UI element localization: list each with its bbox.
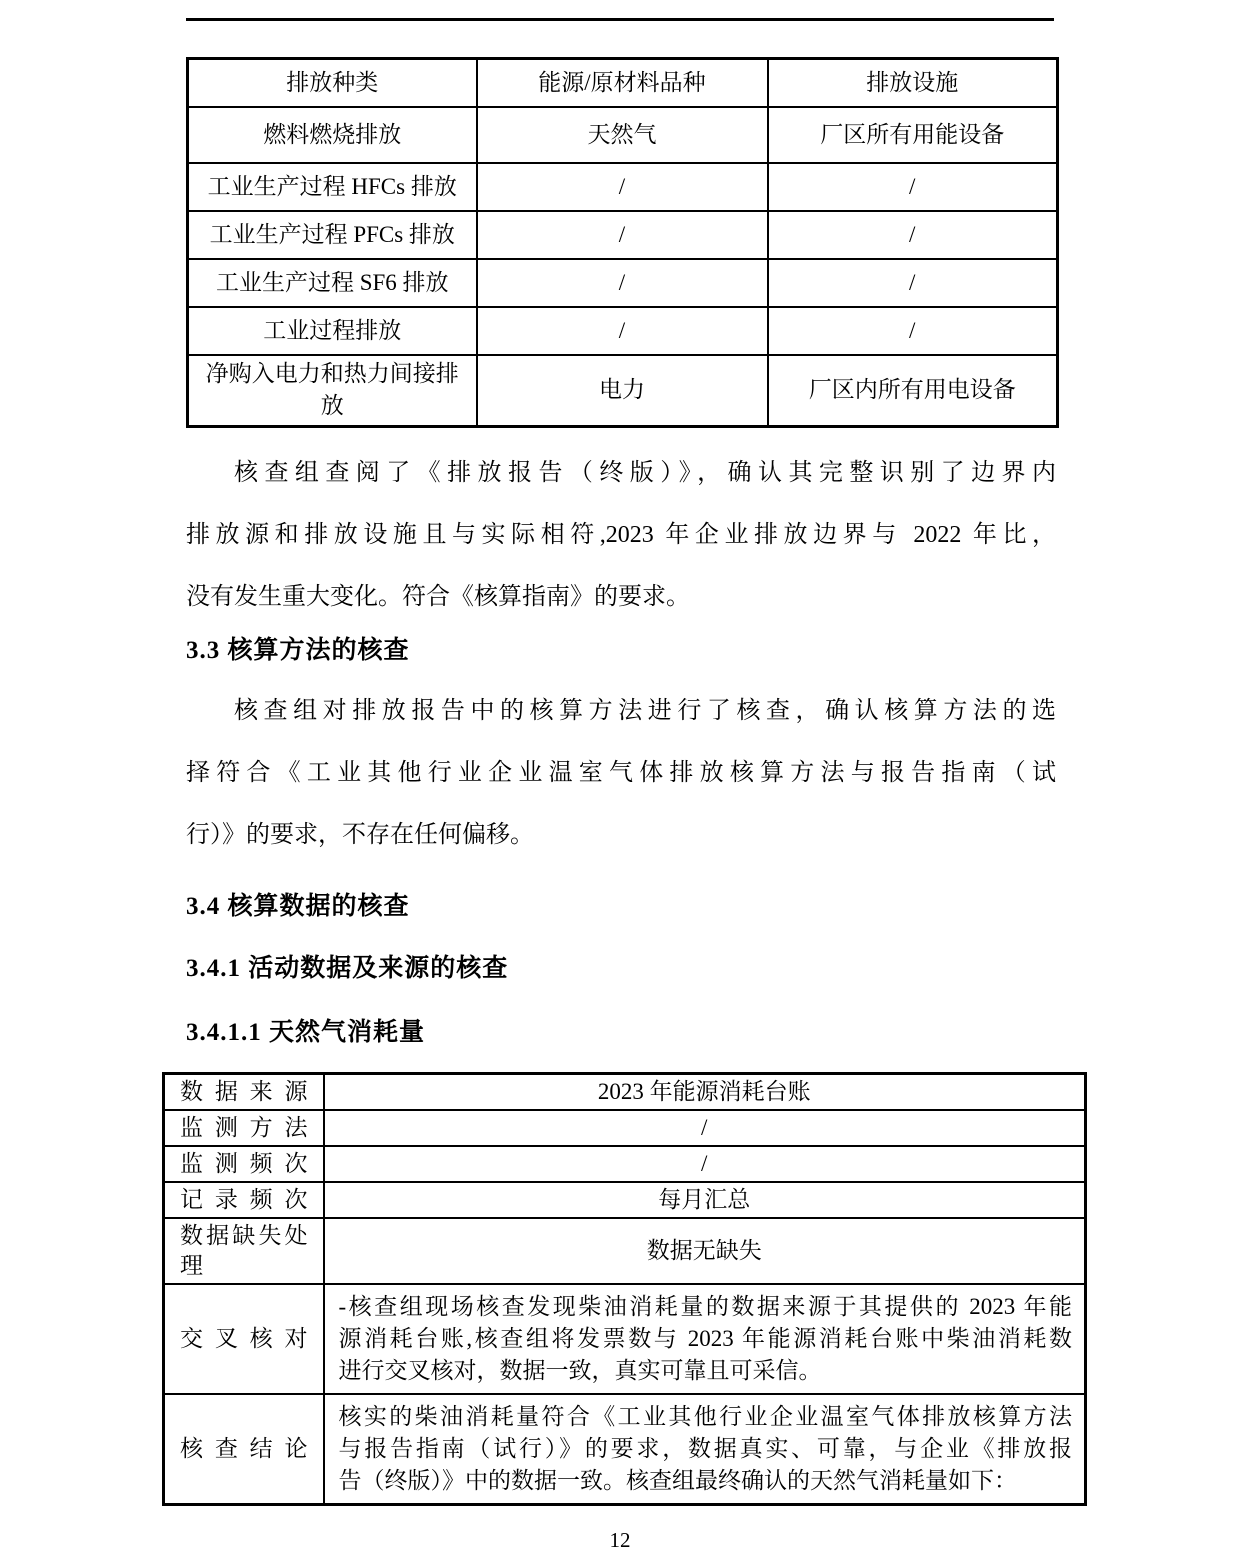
paragraph-line: 行）》的要求，不存在任何偏移。 bbox=[186, 822, 534, 848]
table-cell: 电力 bbox=[477, 355, 768, 427]
table-row-cross-check bbox=[164, 1284, 1086, 1394]
row-label: 数据缺失处理 bbox=[164, 1218, 324, 1284]
row-label: 监测方法 bbox=[164, 1110, 324, 1146]
section-heading-3-4-1-1: 3.4.1.1 天然气消耗量 bbox=[186, 1019, 426, 1046]
cell-line: 进行交叉核对，数据一致，真实可靠且可采信。 bbox=[338, 1358, 822, 1383]
header-rule bbox=[186, 18, 1054, 21]
table-row-missing-data bbox=[164, 1218, 1086, 1284]
header-cell-energy-material: 能源/原材料品种 bbox=[477, 59, 768, 107]
row-label: 核查结论 bbox=[164, 1394, 324, 1505]
paragraph-boundary-review bbox=[186, 442, 1056, 628]
table-cell: / bbox=[768, 259, 1058, 307]
table-cell: 厂区内所有用电设备 bbox=[768, 355, 1058, 427]
table-cell: 厂区所有用能设备 bbox=[768, 107, 1058, 163]
table-row bbox=[188, 307, 1058, 355]
table-cell: / bbox=[477, 259, 768, 307]
paragraph-line: 没有发生重大变化。符合《核算指南》的要求。 bbox=[186, 584, 690, 610]
table-header-row bbox=[188, 59, 1058, 107]
table-row-monitor-method bbox=[164, 1110, 1086, 1146]
cell-line: 告（终版）》中的数据一致。核查组最终确认的天然气消耗量如下： bbox=[338, 1468, 1017, 1493]
section-heading-3-4-1: 3.4.1 活动数据及来源的核查 bbox=[186, 955, 509, 982]
row-value: 2023 年能源消耗台账 bbox=[324, 1074, 1086, 1111]
cell-line: -核查组现场核查发现柴油消耗量的数据来源于其提供的 2023 年能 bbox=[338, 1294, 1072, 1319]
row-value: 每月汇总 bbox=[324, 1182, 1086, 1218]
cell-line: 核实的柴油消耗量符合《工业其他行业企业温室气体排放核算方法 bbox=[338, 1404, 1072, 1429]
paragraph-line: 核查组对排放报告中的核算方法进行了核查，确认核算方法的选 bbox=[234, 698, 1056, 724]
table-cell: 工业生产过程 HFCs 排放 bbox=[188, 163, 477, 211]
row-label: 交叉核对 bbox=[164, 1284, 324, 1394]
paragraph-method-review bbox=[186, 680, 1056, 866]
table-cell: / bbox=[768, 163, 1058, 211]
cell-line: 与报告指南（试行）》的要求，数据真实、可靠，与企业《排放报 bbox=[338, 1436, 1072, 1461]
cell-line: 源消耗台账,核查组将发票数与 2023 年能源消耗台账中柴油消耗数 bbox=[338, 1326, 1072, 1351]
table-cell: 工业生产过程 PFCs 排放 bbox=[188, 211, 477, 259]
table-row-conclusion bbox=[164, 1394, 1086, 1505]
header-cell-emission-type: 排放种类 bbox=[188, 59, 477, 107]
section-heading-3-3: 3.3 核算方法的核查 bbox=[186, 637, 410, 664]
table-row-monitor-frequency bbox=[164, 1146, 1086, 1182]
table-cell: / bbox=[768, 211, 1058, 259]
emission-source-table bbox=[186, 57, 1059, 428]
table-row bbox=[188, 163, 1058, 211]
table-cell: 净购入电力和热力间接排放 bbox=[188, 355, 477, 427]
row-value bbox=[324, 1284, 1086, 1394]
paragraph-line: 择符合《工业其他行业企业温室气体排放核算方法与报告指南（试 bbox=[186, 760, 1056, 786]
row-value: 数据无缺失 bbox=[324, 1218, 1086, 1284]
table-row-record-frequency bbox=[164, 1182, 1086, 1218]
paragraph-line: 核查组查阅了《排放报告（终版）》，确认其完整识别了边界内 bbox=[234, 460, 1056, 486]
row-value: / bbox=[324, 1146, 1086, 1182]
table-cell: 工业过程排放 bbox=[188, 307, 477, 355]
table-cell: / bbox=[477, 211, 768, 259]
table-row-data-source bbox=[164, 1074, 1086, 1111]
table-cell: / bbox=[477, 163, 768, 211]
row-label: 数据来源 bbox=[164, 1074, 324, 1111]
table-cell: / bbox=[768, 307, 1058, 355]
row-label: 记录频次 bbox=[164, 1182, 324, 1218]
table-row bbox=[188, 259, 1058, 307]
row-value: / bbox=[324, 1110, 1086, 1146]
header-cell-facility: 排放设施 bbox=[768, 59, 1058, 107]
row-label: 监测频次 bbox=[164, 1146, 324, 1182]
natural-gas-data-table bbox=[162, 1072, 1087, 1506]
table-cell: 工业生产过程 SF6 排放 bbox=[188, 259, 477, 307]
table-cell: / bbox=[477, 307, 768, 355]
page-number: 12 bbox=[609, 1528, 631, 1552]
paragraph-line: 排放源和排放设施且与实际相符,2023 年企业排放边界与 2022 年比， bbox=[186, 522, 1056, 548]
row-value bbox=[324, 1394, 1086, 1505]
table-cell: 天然气 bbox=[477, 107, 768, 163]
table-row bbox=[188, 107, 1058, 163]
document-content bbox=[180, 57, 1072, 1506]
table-row bbox=[188, 355, 1058, 427]
table-cell: 燃料燃烧排放 bbox=[188, 107, 477, 163]
section-heading-3-4: 3.4 核算数据的核查 bbox=[186, 893, 410, 920]
table-row bbox=[188, 211, 1058, 259]
